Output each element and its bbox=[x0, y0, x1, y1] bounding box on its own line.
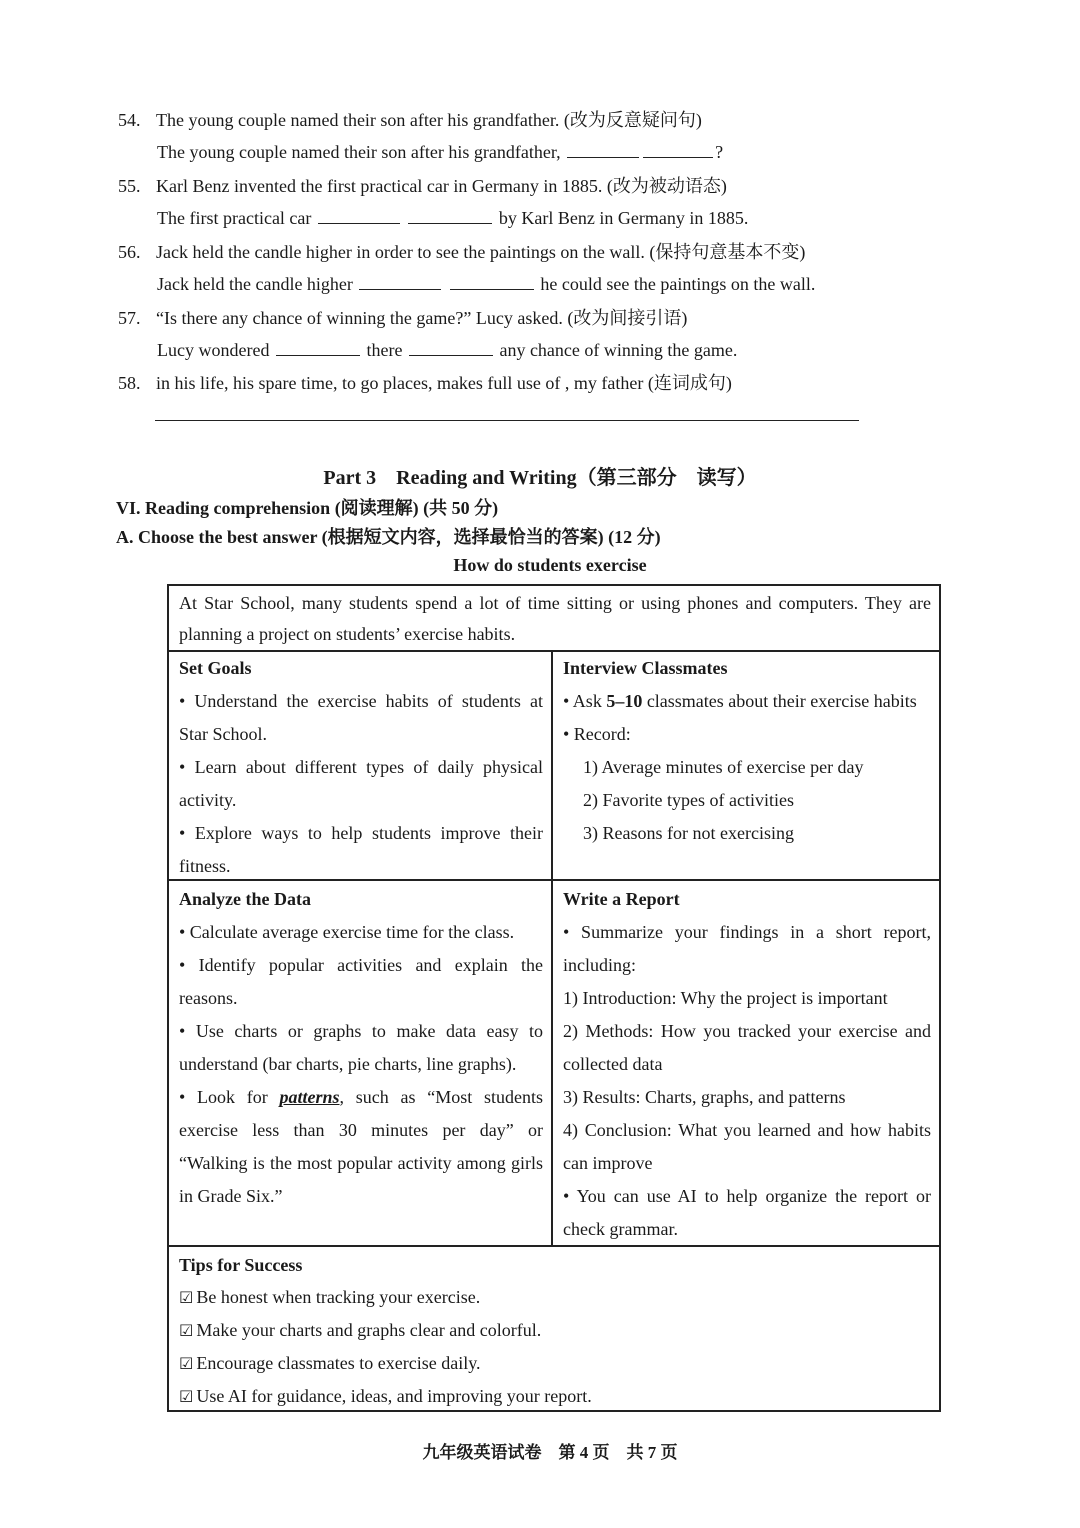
page-footer: 九年级英语试卷 第 4 页 共 7 页 bbox=[422, 1443, 678, 1462]
interview-cell bbox=[553, 652, 939, 850]
question-text: “Is there any chance of winning the game?” Lucy asked. (改为间接引语) bbox=[156, 308, 688, 328]
tips-heading: Tips for Success bbox=[179, 1255, 303, 1275]
interview-record-item: 2) Favorite types of activities bbox=[583, 790, 794, 810]
answer-blank[interactable] bbox=[359, 273, 441, 290]
answer-suffix: any chance of winning the game. bbox=[499, 340, 738, 360]
answer-suffix: ? bbox=[715, 142, 724, 162]
section-heading-a: A. Choose the best answer (根据短文内容，选择最恰当的答案) (12 分) bbox=[116, 527, 661, 547]
interview-record-item: 1) Average minutes of exercise per day bbox=[583, 757, 864, 777]
answer-blank[interactable] bbox=[318, 207, 400, 224]
question-number: 56. bbox=[118, 242, 141, 262]
question-54 bbox=[118, 108, 702, 132]
report-item: 3) Results: Charts, graphs, and patterns bbox=[563, 1087, 846, 1107]
report-item: 4) Conclusion: What you learned and how habits can improve bbox=[563, 1120, 931, 1173]
passage-table bbox=[167, 584, 941, 1412]
tips-item: ☑ Encourage classmates to exercise daily. bbox=[179, 1353, 481, 1373]
answer-prefix: The first practical car bbox=[157, 208, 312, 228]
checkbox-icon: ☑ bbox=[179, 1354, 194, 1373]
analyze-cell bbox=[169, 883, 551, 1213]
answer-prefix: The young couple named their son after his grandfather, bbox=[157, 142, 561, 162]
answer-blank[interactable] bbox=[408, 207, 492, 224]
question-number: 58. bbox=[118, 373, 141, 393]
answer-blank[interactable] bbox=[276, 339, 360, 356]
answer-line-58[interactable] bbox=[155, 420, 859, 421]
report-cell bbox=[553, 883, 939, 1246]
report-item: • Summarize your findings in a short report, including: bbox=[563, 922, 931, 975]
question-text: Jack held the candle higher in order to see the paintings on the wall. (保持句意基本不变) bbox=[156, 242, 806, 262]
passage-title: How do students exercise bbox=[453, 555, 647, 575]
answer-line-57 bbox=[157, 338, 737, 362]
answer-prefix: Lucy wondered bbox=[157, 340, 270, 360]
checkbox-icon: ☑ bbox=[179, 1288, 194, 1307]
answer-suffix: he could see the paintings on the wall. bbox=[540, 274, 816, 294]
answer-line-55 bbox=[157, 206, 748, 230]
checkbox-icon: ☑ bbox=[179, 1321, 194, 1340]
report-item: • You can use AI to help organize the report or check grammar. bbox=[563, 1186, 931, 1239]
answer-line-54 bbox=[157, 140, 723, 164]
report-item: 2) Methods: How you tracked your exercise and collected data bbox=[563, 1021, 931, 1074]
tips-item: ☑ Make your charts and graphs clear and colorful. bbox=[179, 1320, 542, 1340]
question-57 bbox=[118, 306, 687, 330]
question-56 bbox=[118, 240, 805, 264]
answer-blank[interactable] bbox=[567, 141, 639, 158]
set-goals-item: • Understand the exercise habits of students at Star School. bbox=[179, 691, 543, 744]
set-goals-heading: Set Goals bbox=[179, 658, 252, 678]
question-text: Karl Benz invented the first practical car in Germany in 1885. (改为被动语态) bbox=[156, 176, 727, 196]
interview-record-item: 3) Reasons for not exercising bbox=[583, 823, 794, 843]
question-text: in his life, his spare time, to go places, makes full use of , my father (连词成句) bbox=[156, 373, 732, 393]
answer-middle: there bbox=[366, 340, 403, 360]
patterns-keyword: patterns bbox=[279, 1087, 340, 1107]
question-55 bbox=[118, 174, 727, 198]
answer-suffix: by Karl Benz in Germany in 1885. bbox=[498, 208, 749, 228]
question-number: 54. bbox=[118, 110, 141, 130]
question-58 bbox=[118, 371, 732, 395]
set-goals-cell bbox=[169, 652, 551, 883]
answer-blank[interactable] bbox=[450, 273, 534, 290]
report-heading: Write a Report bbox=[563, 889, 680, 909]
passage-intro: At Star School, many students spend a lot of time sitting or using phones and computers. They are planning a project on students’ exercise habits. bbox=[179, 593, 931, 644]
answer-blank[interactable] bbox=[643, 141, 713, 158]
question-number: 55. bbox=[118, 176, 141, 196]
report-item: 1) Introduction: Why the project is important bbox=[563, 988, 888, 1008]
analyze-item: • Use charts or graphs to make data easy to understand (bar charts, pie charts, line graphs). bbox=[179, 1021, 543, 1074]
analyze-item-patterns: • Look for patterns, such as “Most students exercise less than 30 minutes per day” or “Walking is the most popular activity among girls in Grade Six.” bbox=[179, 1087, 543, 1206]
interview-ask: • Ask 5–10 classmates about their exercise habits bbox=[563, 691, 917, 711]
answer-blank[interactable] bbox=[409, 339, 493, 356]
interview-record: • Record: bbox=[563, 724, 631, 744]
analyze-item: • Identify popular activities and explain the reasons. bbox=[179, 955, 543, 1008]
analyze-item: • Calculate average exercise time for the class. bbox=[179, 922, 515, 942]
interview-heading: Interview Classmates bbox=[563, 658, 728, 678]
tips-item: ☑ Be honest when tracking your exercise. bbox=[179, 1287, 481, 1307]
tips-item: ☑ Use AI for guidance, ideas, and improving your report. bbox=[179, 1386, 592, 1406]
set-goals-item: • Explore ways to help students improve their fitness. bbox=[179, 823, 543, 876]
section-heading-vi: VI. Reading comprehension (阅读理解) (共 50 分) bbox=[116, 498, 499, 518]
question-text: The young couple named their son after his grandfather. (改为反意疑问句) bbox=[156, 110, 702, 130]
analyze-heading: Analyze the Data bbox=[179, 889, 311, 909]
answer-prefix: Jack held the candle higher bbox=[157, 274, 353, 294]
checkbox-icon: ☑ bbox=[179, 1387, 194, 1406]
question-number: 57. bbox=[118, 308, 141, 328]
set-goals-item: • Learn about different types of daily physical activity. bbox=[179, 757, 543, 810]
tips-cell bbox=[169, 1249, 939, 1413]
answer-line-56 bbox=[157, 272, 815, 296]
part-title: Part 3 Reading and Writing（第三部分 读写） bbox=[323, 467, 757, 489]
